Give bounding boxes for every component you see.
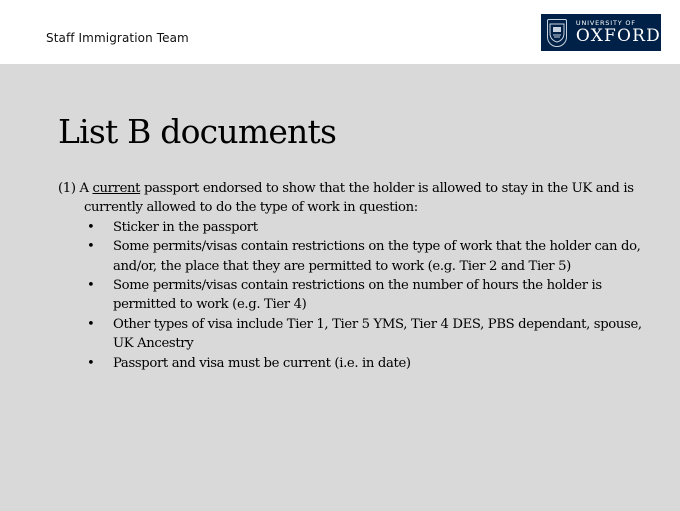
crest-icon (547, 19, 567, 47)
slide-body (0, 64, 680, 511)
item-text-after: passport endorsed to show that the holder is allowed to stay in the UK and is currently allowed to do the type of work in question: (84, 181, 634, 216)
bullet-item: • Some permits/visas contain restrictions on the type of work that the holder can do, and/or, the place that they are permitted to work (e.g. Tier 2 and Tier 5) (84, 237, 658, 276)
item-underlined-word: current (92, 181, 141, 196)
bullet-item: • Sticker in the passport (84, 218, 658, 237)
slide-title: List B documents (58, 112, 337, 151)
logo-text (576, 20, 661, 46)
bullet-item: • Other types of visa include Tier 1, Tier 5 YMS, Tier 4 DES, PBS dependant, spouse, UK Ancestry (84, 315, 658, 354)
logo-line2: OXFORD (575, 26, 661, 47)
slide-content (58, 179, 658, 373)
item-number: (1) (58, 181, 76, 196)
logo-line1: UNIVERSITY OF (575, 18, 636, 27)
bullet-item: • Passport and visa must be current (i.e. in date) (84, 354, 658, 373)
header (0, 0, 680, 64)
crest-shape-icon (549, 23, 565, 43)
header-title: Staff Immigration Team (46, 31, 189, 45)
item-text-before: A (79, 181, 93, 196)
bullet-list (84, 218, 658, 373)
university-logo (541, 14, 661, 51)
bullet-item: • Some permits/visas contain restrictions on the number of hours the holder is permitted to work (e.g. Tier 4) (84, 276, 658, 315)
list-item-lead (58, 179, 658, 218)
